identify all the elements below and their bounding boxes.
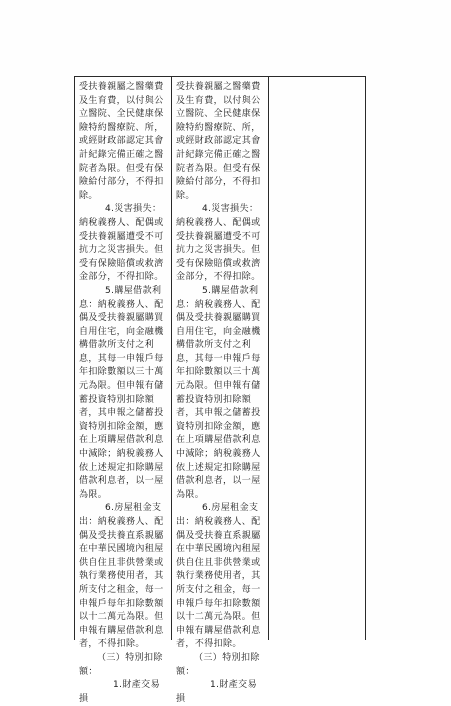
table-column-explanation [269,77,365,640]
paragraph: 5.購屋借款利息：納稅義務人、配偶及受扶養親屬購買自用住宅，向金融機構借款所支付之利息，其每一申報戶每年扣除數額以三十萬元為限。但申報有儲蓄投資特別扣除額者，其申報之儲蓄投資特別扣除金額，應在上項購屋借款利息中減除；納稅義務人依上述規定扣除購屋借款利息者，以一屋為限。 [79,285,164,500]
paragraph: 1.財產交易損 [79,680,160,704]
comparison-table [74,76,366,704]
paragraph: 受扶養親屬之醫藥費及生育費，以付與公立醫院、全民健康保險特約醫療院、所，或經財政部認定其會計紀錄完備正確之醫院者為限。但受有保險給付部分，不得扣除。 [176,82,261,201]
paragraph: 受扶養親屬之醫藥費及生育費，以付與公立醫院、全民健康保險特約醫療院、所，或經財政部認定其會計紀錄完備正確之醫院者為限。但受有保險給付部分，不得扣除。 [79,82,164,201]
paragraph: 1.財產交易損 [176,680,257,704]
paragraph: 4.災害損失：納稅義務人、配偶或受扶養親屬遭受不可抗力之災害損失。但受有保險賠償或救濟金部分，不得扣除。 [176,204,261,283]
table-column-amended [75,77,172,704]
table-column-current [172,77,269,704]
paragraph: （三）特別扣除額： [79,652,163,677]
paragraph: 6.房屋租金支出：納稅義務人、配偶及受扶養直系親屬在中華民國境內租屋供自住且非供營業或執行業務使用者，其所支付之租金，每一申報戶每年扣除數額以十二萬元為限。但申報有購屋借款利息者，不得扣除。 [79,503,164,650]
paragraph: 4.災害損失：納稅義務人、配偶或受扶養親屬遭受不可抗力之災害損失。但受有保險賠償或救濟金部分，不得扣除。 [79,204,164,283]
paragraph: 6.房屋租金支出：納稅義務人、配偶及受扶養直系親屬在中華民國境內租屋供自住且非供營業或執行業務使用者，其所支付之租金，每一申報戶每年扣除數額以十二萬元為限。但申報有購屋借款利息者，不得扣除。 [176,503,261,650]
paragraph: 5.購屋借款利息：納稅義務人、配偶及受扶養親屬購買自用住宅，向金融機構借款所支付之利息，其每一申報戶每年扣除數額以三十萬元為限。但申報有儲蓄投資特別扣除額者，其申報之儲蓄投資特別扣除金額，應在上項購屋借款利息中減除；納稅義務人依上述規定扣除購屋借款利息者，以一屋為限。 [176,285,261,500]
paragraph: （三）特別扣除額： [176,652,260,677]
